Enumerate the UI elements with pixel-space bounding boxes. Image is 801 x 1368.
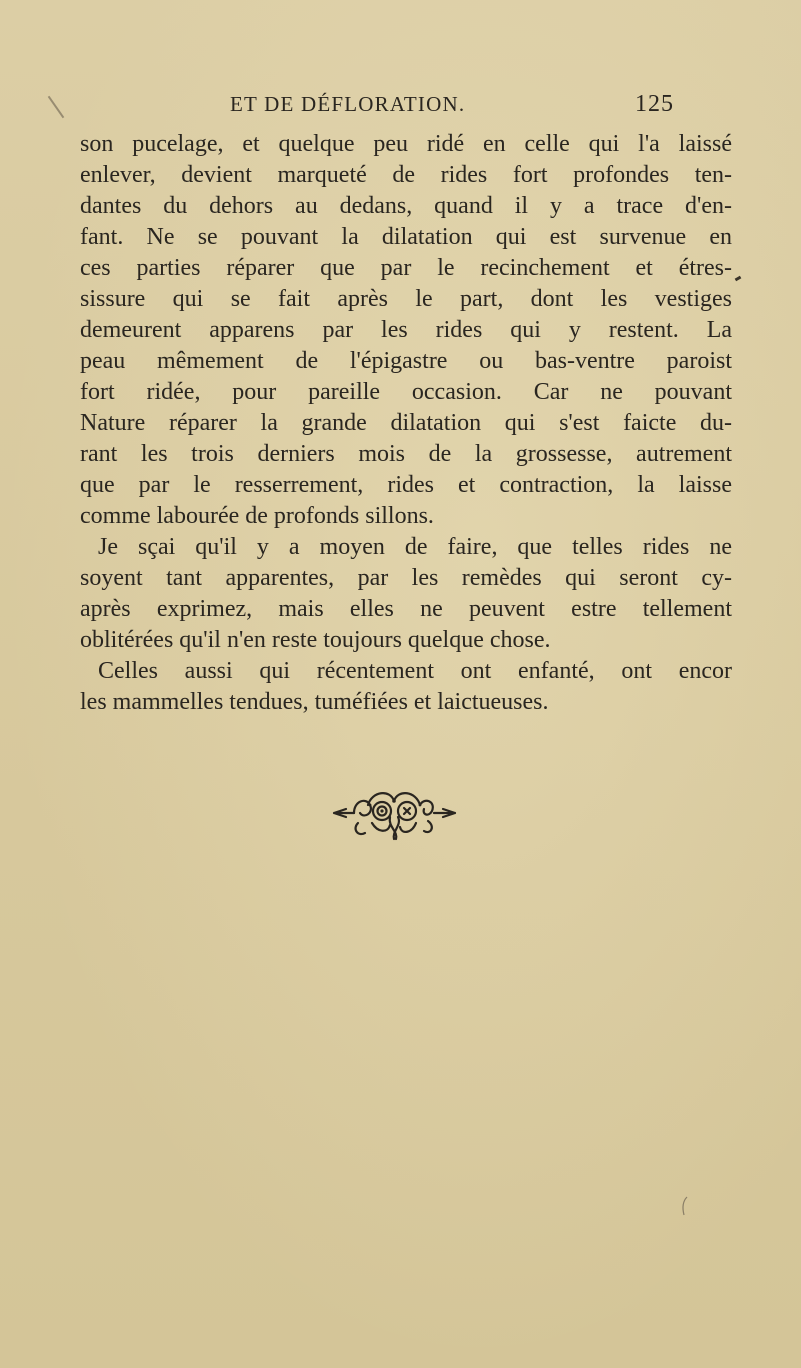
text-line: après exprimez, mais elles ne peuvent estre tellement [80, 596, 732, 622]
text-line: les mammelles tendues, tuméfiées et laictueuses. [80, 689, 549, 715]
running-title: ET DE DÉFLORATION. [230, 92, 466, 116]
text-line: peau mêmement de l'épigastre ou bas-ventre paroist [80, 348, 732, 374]
text-line: Nature réparer la grande dilatation qui s'est faicte du- [80, 410, 732, 436]
text-line: rant les trois derniers mois de la grossesse, autrement [80, 441, 732, 467]
page-number: 125 [635, 91, 674, 117]
stray-ink-mark [678, 1195, 692, 1217]
tailpiece-ornament-icon [332, 783, 457, 841]
running-head [0, 92, 801, 122]
text-line: fant. Ne se pouvant la dilatation qui est survenue en [80, 224, 732, 250]
margin-dash-mark [735, 276, 742, 282]
text-line: sissure qui se fait après le part, dont les vestiges [80, 286, 732, 312]
text-line: dantes du dehors au dedans, quand il y a trace d'en- [80, 193, 732, 219]
text-line: soyent tant apparentes, par les remèdes qui seront cy- [80, 565, 732, 591]
paragraph-start-line: Celles aussi qui récentement ont enfanté, ont encor [98, 658, 732, 684]
text-line: que par le resserrement, rides et contraction, la laisse [80, 472, 732, 498]
text-line: oblitérées qu'il n'en reste toujours quelque chose. [80, 627, 551, 653]
body-text [80, 129, 732, 718]
text-line: demeurent apparens par les rides qui y restent. La [80, 317, 732, 343]
paragraph-start-line: Je sçai qu'il y a moyen de faire, que telles rides ne [98, 534, 732, 560]
text-line: fort ridée, pour pareille occasion. Car ne pouvant [80, 379, 732, 405]
text-line: enlever, devient marqueté de rides fort profondes ten- [80, 162, 732, 188]
text-line: comme labourée de profonds sillons. [80, 503, 434, 529]
text-line: ces parties réparer que par le recinchement et étres- [80, 255, 732, 281]
text-line: son pucelage, et quelque peu ridé en celle qui l'a laissé [80, 131, 732, 157]
